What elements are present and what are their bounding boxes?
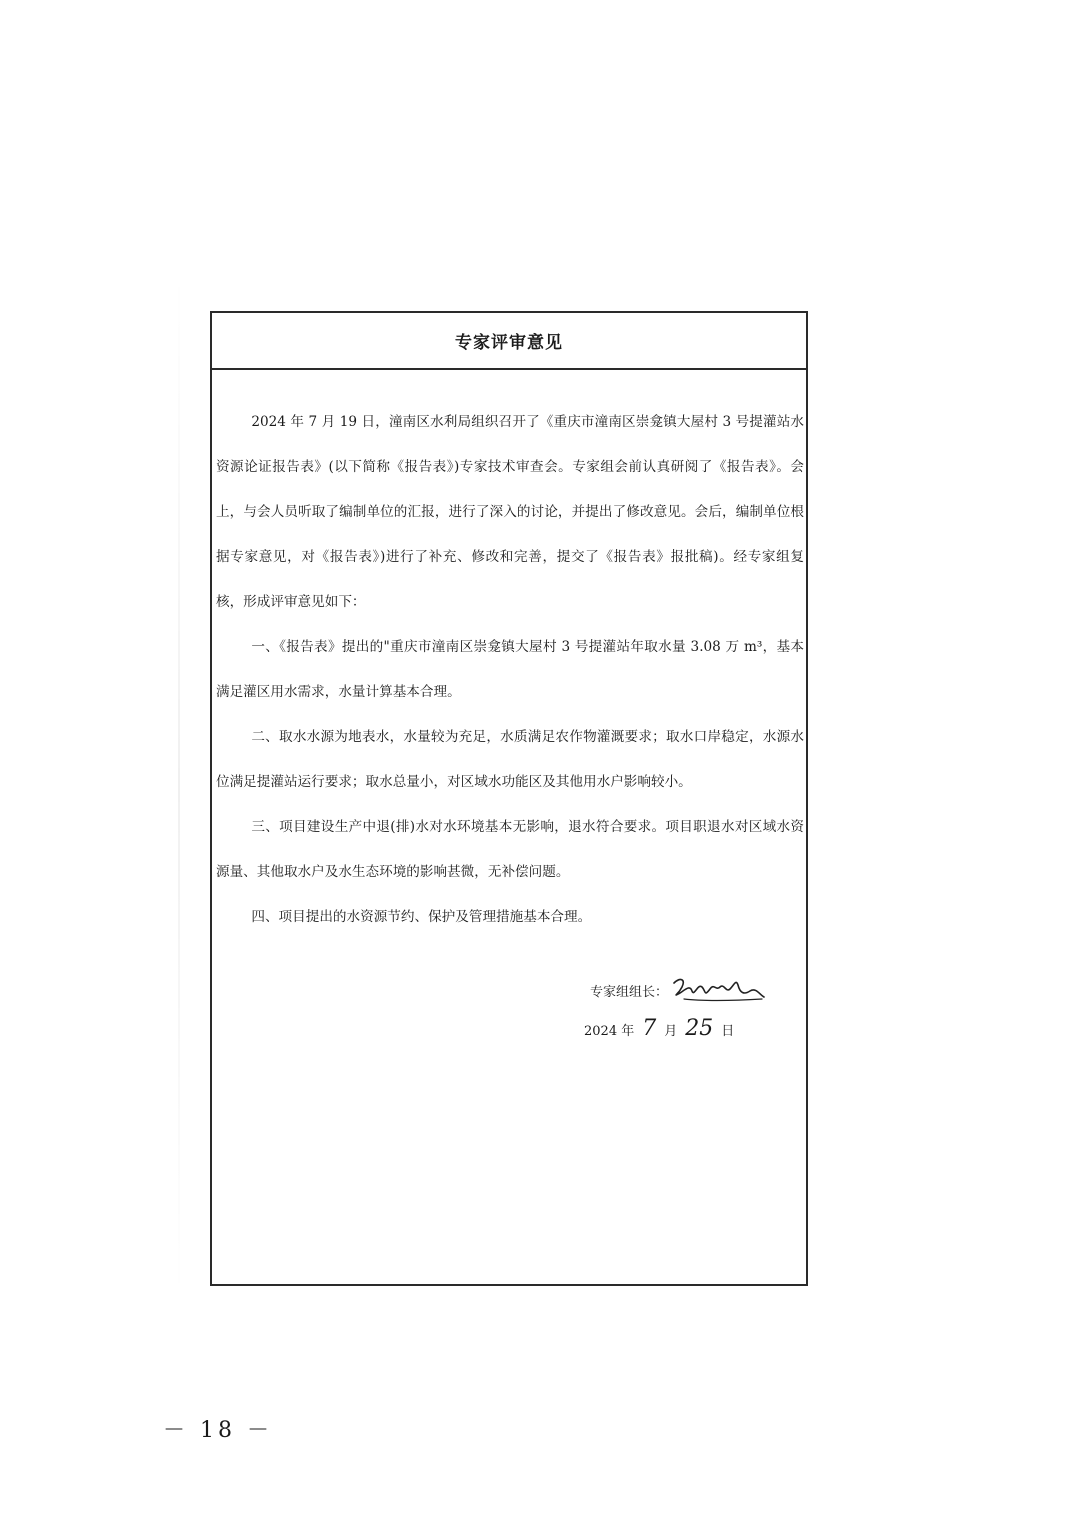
signature-label: 专家组组长：	[590, 984, 669, 1000]
scan-shadow	[178, 270, 180, 1300]
paragraph-opinion-1: 一、《报告表》提出的"重庆市潼南区崇龛镇大屋村 3 号提灌站年取水量 3.08 万 m³，基本满足灌区用水需求，水量计算基本合理。	[216, 639, 804, 700]
paragraph-opinion-4: 四、项目提出的水资源节约、保护及管理措施基本合理。	[251, 909, 592, 925]
date-day-handwritten: 25	[685, 1016, 714, 1041]
date-month-unit: 月	[664, 1024, 678, 1039]
signature-date	[584, 1016, 744, 1044]
handwritten-signature	[670, 975, 766, 1005]
signature-line	[590, 975, 790, 1005]
paragraph-opinion-3: 三、项目建设生产中退(排)水对水环境基本无影响，退水符合要求。项目职退水对区域水资源量、其他取水户及水生态环境的影响甚微，无补偿问题。	[216, 819, 804, 880]
paragraph-intro: 2024 年 7 月 19 日，潼南区水利局组织召开了《重庆市潼南区崇龛镇大屋村 3 号提灌站水资源论证报告表》(以下简称《报告表》)专家技术审查会。专家组会前认真研阅了《报告表》。会上，与会人员听取了编制单位的汇报，进行了深入的讨论，并提出了修改意见。会后，编制单位根据专家意见，对《报告表》)进行了补充、修改和完善，提交了《报告表》报批稿)。经专家组复核，形成评审意见如下：	[216, 414, 804, 610]
paragraph-opinion-2: 二、取水水源为地表水，水量较为充足，水质满足农作物灌溉要求；取水口岸稳定，水源水位满足提灌站运行要求；取水总量小，对区域水功能区及其他用水户影响较小。	[216, 729, 804, 790]
date-month-handwritten: 7	[642, 1016, 657, 1041]
form-body	[212, 370, 806, 940]
date-year: 2024 年	[584, 1024, 635, 1039]
form-title: 专家评审意见	[212, 313, 806, 370]
date-day-unit: 日	[721, 1024, 735, 1039]
expert-review-form	[210, 311, 808, 1286]
page-number: － 18 －	[163, 1418, 273, 1443]
